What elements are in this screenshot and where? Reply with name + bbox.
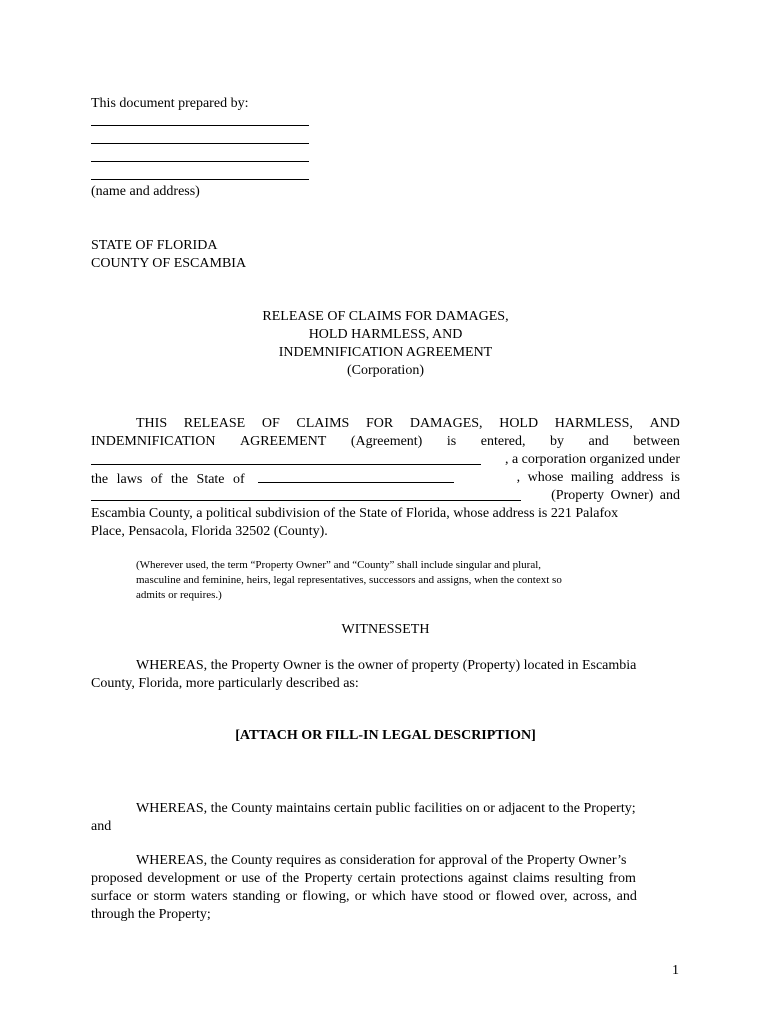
note-line-3: admits or requires.) [136, 589, 222, 601]
intro-word: RELEASE [183, 416, 246, 431]
intro-word: is [446, 434, 457, 449]
prepared-by-blank-line-4 [91, 179, 309, 180]
note-line-1: (Wherever used, the term “Property Owner” and “County” shall include singular and plural, [136, 559, 542, 571]
intro-line-1 [136, 415, 680, 433]
witnesseth-heading: WITNESSETH [341, 622, 430, 637]
title-line-4: (Corporation) [347, 363, 424, 378]
intro-word: by [550, 434, 564, 449]
title-line-3: INDEMNIFICATION AGREEMENT [278, 345, 493, 360]
whereas-3-line-2 [91, 870, 680, 888]
intro-word: AND [649, 416, 680, 431]
intro-word: CLAIMS [296, 416, 350, 431]
mailing-address-blank[interactable] [91, 487, 521, 501]
whereas-3-line-4: through the Property; [91, 907, 211, 922]
county-label: COUNTY OF ESCAMBIA [91, 256, 247, 271]
intro-line-6: Escambia County, a political subdivision of the State of Florida, whose address is 221 Palafox [91, 506, 619, 521]
intro-word: (Agreement) [350, 434, 423, 449]
intro-word: between [633, 434, 680, 449]
intro-word: FOR [365, 416, 394, 431]
state-label: STATE OF FLORIDA [91, 238, 218, 253]
name-address-label: (name and address) [91, 184, 200, 199]
intro-mailing-text: , whose mailing address is [516, 470, 680, 485]
prepared-by-label: This document prepared by: [91, 96, 249, 111]
whereas-3-text: proposed development or use of the Property certain protections against claims resulting from [91, 871, 636, 886]
intro-word: AGREEMENT [239, 434, 327, 449]
note-line-2: masculine and feminine, heirs, legal representatives, successors and assigns, when the context so [136, 574, 562, 586]
intro-line-2 [91, 433, 680, 451]
prepared-by-blank-line-2 [91, 143, 309, 144]
intro-word: DAMAGES, [409, 416, 483, 431]
whereas-2-line-1: WHEREAS, the County maintains certain public facilities on or adjacent to the Property; [136, 801, 636, 816]
intro-word: and [588, 434, 609, 449]
intro-line-4 [91, 469, 680, 489]
prepared-by-blank-line-1 [91, 125, 309, 126]
whereas-1-line-1: WHEREAS, the Property Owner is the owner of property (Property) located in Escambia [136, 658, 637, 673]
corporation-name-blank[interactable] [91, 451, 481, 465]
intro-line-5 [91, 487, 680, 507]
state-of-incorporation-blank[interactable] [258, 469, 454, 483]
intro-line-3 [91, 451, 680, 471]
intro-word: entered, [480, 434, 526, 449]
title-line-1: RELEASE OF CLAIMS FOR DAMAGES, [262, 309, 509, 324]
whereas-2-line-2: and [91, 819, 112, 834]
intro-laws-text: the laws of the State of [91, 472, 245, 487]
intro-line-7: Place, Pensacola, Florida 32502 (County). [91, 524, 328, 539]
whereas-1-line-2: County, Florida, more particularly described as: [91, 676, 359, 691]
title-line-2: HOLD HARMLESS, AND [308, 327, 463, 342]
intro-word: THIS [136, 416, 168, 431]
page-number: 1 [672, 963, 679, 978]
intro-word: HARMLESS, [554, 416, 633, 431]
whereas-3-text: surface or storm waters standing or flowing, or which have stood or flowed over, across, and [91, 889, 637, 904]
intro-word: OF [261, 416, 280, 431]
intro-word: INDEMNIFICATION [91, 434, 216, 449]
whereas-3-line-3 [91, 888, 680, 906]
legal-description-placeholder: [ATTACH OR FILL-IN LEGAL DESCRIPTION] [235, 728, 536, 743]
intro-property-owner-text: (Property Owner) and [551, 488, 680, 503]
whereas-3-line-1: WHEREAS, the County requires as consideration for approval of the Property Owner’s [136, 853, 627, 868]
intro-corporation-text: , a corporation organized under [504, 452, 680, 467]
intro-word: HOLD [499, 416, 539, 431]
prepared-by-blank-line-3 [91, 161, 309, 162]
